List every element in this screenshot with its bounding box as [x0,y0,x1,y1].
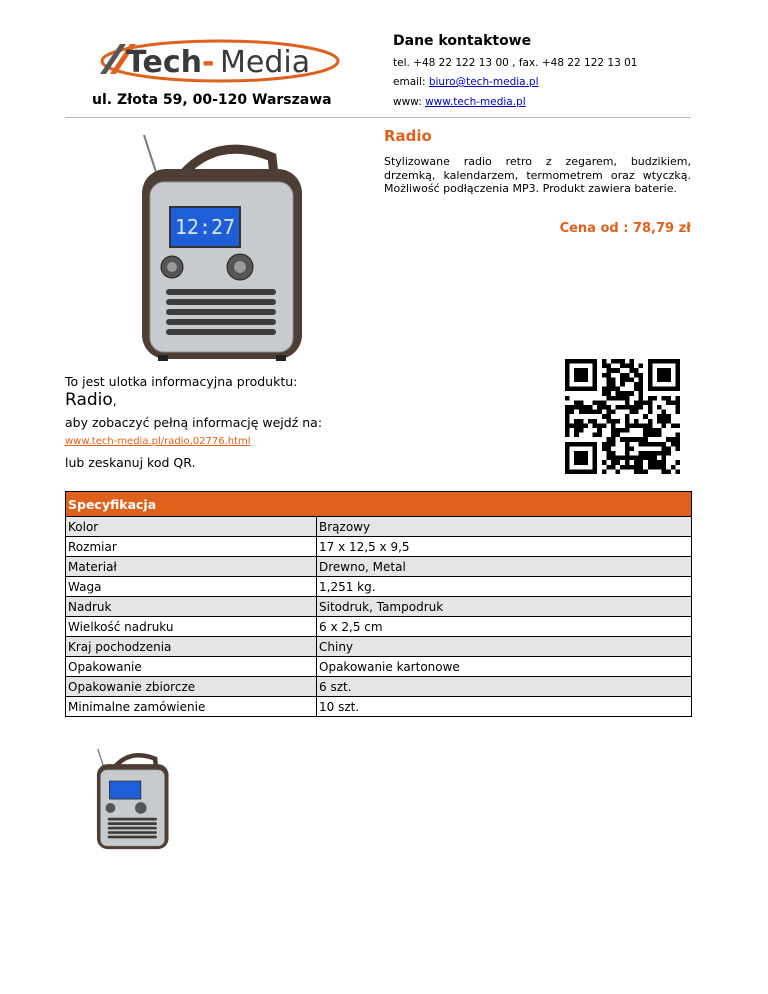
spec-value: Chiny [317,637,692,657]
tech-media-logo [96,36,341,86]
radio-display-time: 12:27 [174,215,236,239]
spec-key: Opakowanie zbiorcze [66,677,317,697]
spec-key: Opakowanie [66,657,317,677]
product-image-radio-small [88,745,173,853]
spec-row [66,697,692,717]
www-label: www: [393,96,426,108]
spec-value: 17 x 12,5 x 9,5 [317,537,692,557]
logo-text-media: Media [220,45,311,80]
spec-key: Kraj pochodzenia [66,637,317,657]
spec-value: 6 x 2,5 cm [317,617,692,637]
spec-value: 6 szt. [317,677,692,697]
spec-value: 1,251 kg. [317,577,692,597]
header-divider [65,117,691,118]
product-page-link[interactable]: www.tech-media.pl/radio,02776.html [65,436,251,447]
spec-value: 10 szt. [317,697,692,717]
spec-row [66,597,692,617]
contact-title: Dane kontaktowe [393,33,532,49]
spec-value: Brązowy [317,517,692,537]
spec-row [66,677,692,697]
company-address: ul. Złota 59, 00-120 Warszawa [92,92,332,108]
spec-key: Wielkość nadruku [66,617,317,637]
spec-row [66,637,692,657]
spec-key: Materiał [66,557,317,577]
spec-key: Waga [66,577,317,597]
spec-table [65,491,692,717]
info-intro-text: To jest ulotka informacyjna produktu: [65,374,298,389]
info-visit-text: aby zobaczyć pełną informację wejdź na: [65,415,323,430]
product-title: Radio [384,127,432,145]
spec-value: Drewno, Metal [317,557,692,577]
spec-row [66,517,692,537]
spec-key: Nadruk [66,597,317,617]
spec-value: Sitodruk, Tampodruk [317,597,692,617]
spec-key: Kolor [66,517,317,537]
tel-fax-line: tel. +48 22 122 13 00 , fax. +48 22 122 13 01 [393,57,638,69]
www-link[interactable]: www.tech-media.pl [425,96,526,108]
spec-row [66,657,692,677]
product-price: Cena od : 78,79 zł [559,221,691,236]
spec-row [66,537,692,557]
spec-row [66,557,692,577]
info-product-name-text: Radio [65,390,113,410]
email-label: email: [393,76,429,88]
spec-row [66,577,692,597]
email-link[interactable]: biuro@tech-media.pl [428,76,539,88]
www-line [393,96,526,108]
info-product-name-comma: , [112,393,117,408]
product-description: Stylizowane radio retro z zegarem, budzikiem, drzemką, kalendarzem, termometrem oraz wtyczką. Możliwość podłączenia MP3. Produkt zawiera baterie. [384,155,691,196]
qr-code[interactable] [561,358,691,476]
spec-row [66,617,692,637]
logo-text-tech: Tech [126,45,202,80]
spec-key: Rozmiar [66,537,317,557]
spec-key: Minimalne zamówienie [66,697,317,717]
spec-value: Opakowanie kartonowe [317,657,692,677]
email-line [393,76,539,88]
logo-text-dash: - [202,45,215,80]
product-image-radio [122,127,312,367]
info-scan-text: lub zeskanuj kod QR. [65,455,196,470]
info-product-name [65,390,117,410]
spec-header: Specyfikacja [66,492,692,517]
